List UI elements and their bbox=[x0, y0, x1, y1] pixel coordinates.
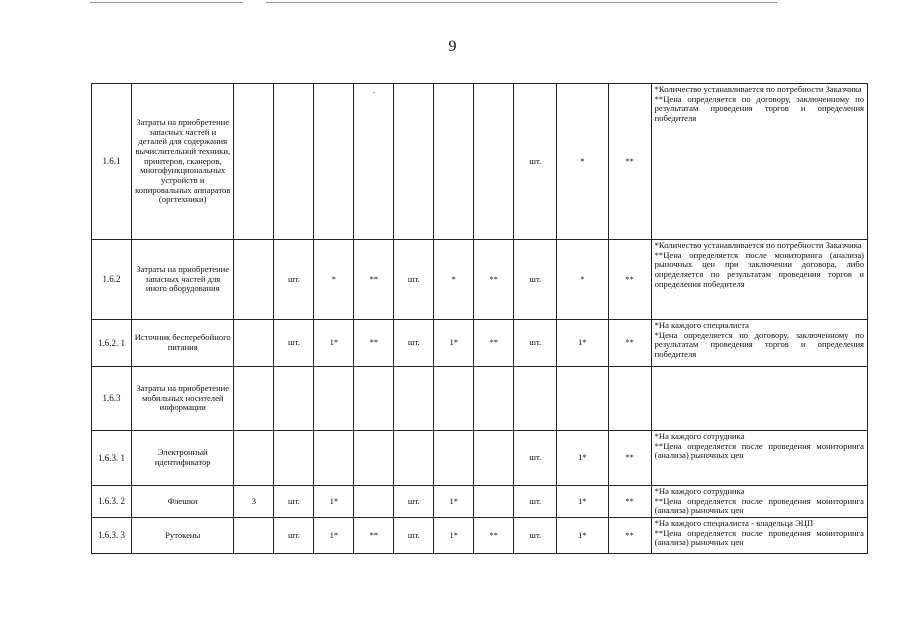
cell-c4 bbox=[354, 367, 394, 431]
note-cell bbox=[651, 431, 867, 486]
cell-c8: шт. bbox=[514, 240, 557, 320]
cell-c10: ** bbox=[608, 320, 651, 367]
note-line: **Цена определяется после проведения мониторинга (анализа) рыночных цен bbox=[654, 440, 864, 461]
cell-c2 bbox=[274, 84, 314, 240]
row-number: 1.6.3. 3 bbox=[92, 517, 132, 553]
cell-c2 bbox=[274, 431, 314, 486]
table-row bbox=[92, 367, 868, 431]
row-number: 1.6.2. 1 bbox=[92, 320, 132, 367]
table-row bbox=[92, 320, 868, 367]
note-line: *Цена определяется по договору, заключенному по результатам проведения торгов и определения победителя bbox=[654, 329, 864, 359]
cell-c6 bbox=[434, 431, 474, 486]
cell-c3: 1* bbox=[314, 517, 354, 553]
note-line: *Количество устанавливается по потребности Заказчика bbox=[654, 84, 862, 94]
row-number: 1.6.3. 2 bbox=[92, 486, 132, 518]
cell-c8: шт. bbox=[514, 320, 557, 367]
table-row bbox=[92, 517, 868, 553]
cell-c3: * bbox=[314, 240, 354, 320]
cell-c8: шт. bbox=[514, 486, 557, 518]
item-name: Затраты на приобретение запасных частей и деталей для содержания вычислительной техники, принтеров, сканеров, многофункциональных устройств и копировальных аппаратов (оргтехники) bbox=[131, 84, 234, 240]
cell-c5: шт. bbox=[394, 320, 434, 367]
note-line: **Цена определяется после проведения мониторинга (анализа) рыночных цен bbox=[654, 495, 864, 516]
cell-c1 bbox=[234, 84, 274, 240]
note-line: **Цена определяется после мониторинга (анализа) рыночных цен при заключении договора, либо определяется по результатам проведения торгов и определения победителя bbox=[654, 249, 864, 289]
cell-c2: шт. bbox=[274, 320, 314, 367]
cell-c3: 1* bbox=[314, 486, 354, 518]
note-cell bbox=[651, 367, 867, 431]
cell-c1: 3 bbox=[234, 486, 274, 518]
cell-c1 bbox=[234, 320, 274, 367]
cell-c1 bbox=[234, 367, 274, 431]
note-cell bbox=[651, 84, 867, 240]
cell-c3 bbox=[314, 431, 354, 486]
row-number: 1.6.3 bbox=[92, 367, 132, 431]
note-cell bbox=[651, 240, 867, 320]
item-name: Затраты на приобретение запасных частей для иного оборудования bbox=[131, 240, 234, 320]
cell-c10: ** bbox=[608, 517, 651, 553]
cell-c8: шт. bbox=[514, 431, 557, 486]
cell-c7 bbox=[474, 431, 514, 486]
item-name: Флешки bbox=[131, 486, 234, 518]
cell-c2: шт. bbox=[274, 486, 314, 518]
cell-c9: 1* bbox=[557, 517, 608, 553]
table-row bbox=[92, 240, 868, 320]
cell-c1 bbox=[234, 240, 274, 320]
cell-c4 bbox=[354, 431, 394, 486]
table-row bbox=[92, 486, 868, 518]
cell-c10: ** bbox=[608, 84, 651, 240]
cell-c4: ** bbox=[354, 320, 394, 367]
cell-c10: ** bbox=[608, 431, 651, 486]
cell-c5: шт. bbox=[394, 240, 434, 320]
cell-c10: ** bbox=[608, 486, 651, 518]
cell-c4: ** bbox=[354, 517, 394, 553]
note-line: *На каждого сотрудника bbox=[654, 486, 745, 496]
item-name: Рутокены bbox=[131, 517, 234, 553]
cell-c9: * bbox=[557, 240, 608, 320]
note-line: **Цена определяется после проведения мониторинга (анализа) рыночных цен bbox=[654, 527, 864, 548]
cell-c6 bbox=[434, 84, 474, 240]
note-line: *На каждого специалиста - владельца ЭЦП bbox=[654, 517, 814, 528]
cell-c7: ** bbox=[474, 320, 514, 367]
cell-c1 bbox=[234, 431, 274, 486]
item-name: Источник бесперебойного питания bbox=[131, 320, 234, 367]
cell-c6 bbox=[434, 367, 474, 431]
cell-c7 bbox=[474, 367, 514, 431]
cell-c7 bbox=[474, 486, 514, 518]
cell-c4 bbox=[354, 486, 394, 518]
cell-c8: шт. bbox=[514, 517, 557, 553]
cell-c8 bbox=[514, 367, 557, 431]
page-number: 9 bbox=[448, 38, 457, 55]
cell-c9: 1* bbox=[557, 320, 608, 367]
row-number: 1.6.3. 1 bbox=[92, 431, 132, 486]
cell-c4: ** bbox=[354, 240, 394, 320]
item-name: Затраты на приобретение мобильных носителей информации bbox=[131, 367, 234, 431]
cell-c2: шт. bbox=[274, 517, 314, 553]
cell-c8: шт. bbox=[514, 84, 557, 240]
table-row bbox=[92, 84, 868, 240]
note-line: *Количество устанавливается по потребности Заказчика bbox=[654, 240, 862, 250]
cell-c10 bbox=[608, 367, 651, 431]
cell-c9: * bbox=[557, 84, 608, 240]
note-cell bbox=[651, 486, 867, 518]
cell-c7: ** bbox=[474, 517, 514, 553]
cell-c6: 1* bbox=[434, 517, 474, 553]
requirements-table bbox=[91, 83, 868, 554]
cell-c9 bbox=[557, 367, 608, 431]
top-rule-left bbox=[90, 2, 243, 3]
note-cell bbox=[651, 320, 867, 367]
note-line: *На каждого сотрудника bbox=[654, 431, 745, 441]
top-rule-right bbox=[266, 2, 778, 3]
cell-c9: 1* bbox=[557, 486, 608, 518]
cell-c1 bbox=[234, 517, 274, 553]
cell-c6: 1* bbox=[434, 486, 474, 518]
cell-c5: шт. bbox=[394, 486, 434, 518]
table-row bbox=[92, 431, 868, 486]
cell-c3 bbox=[314, 84, 354, 240]
cell-c2: шт. bbox=[274, 240, 314, 320]
cell-c7: ** bbox=[474, 240, 514, 320]
cell-c10: ** bbox=[608, 240, 651, 320]
row-number: 1.6.1 bbox=[92, 84, 132, 240]
cell-c3: 1* bbox=[314, 320, 354, 367]
cell-c5 bbox=[394, 367, 434, 431]
cell-c5 bbox=[394, 84, 434, 240]
cell-c5 bbox=[394, 431, 434, 486]
cell-c6: 1* bbox=[434, 320, 474, 367]
cell-c4: . bbox=[354, 84, 394, 240]
cell-c3 bbox=[314, 367, 354, 431]
cell-c7 bbox=[474, 84, 514, 240]
row-number: 1.6.2 bbox=[92, 240, 132, 320]
cell-c5: шт. bbox=[394, 517, 434, 553]
note-line: *На каждого специалиста bbox=[654, 320, 749, 330]
cell-c2 bbox=[274, 367, 314, 431]
cell-c6: * bbox=[434, 240, 474, 320]
cell-c9: 1* bbox=[557, 431, 608, 486]
note-cell bbox=[651, 517, 867, 553]
note-line: **Цена определяется по договору, заключенному по результатам проведения торгов и определения победителя bbox=[654, 93, 864, 123]
item-name: Электронный идентификатор bbox=[131, 431, 234, 486]
